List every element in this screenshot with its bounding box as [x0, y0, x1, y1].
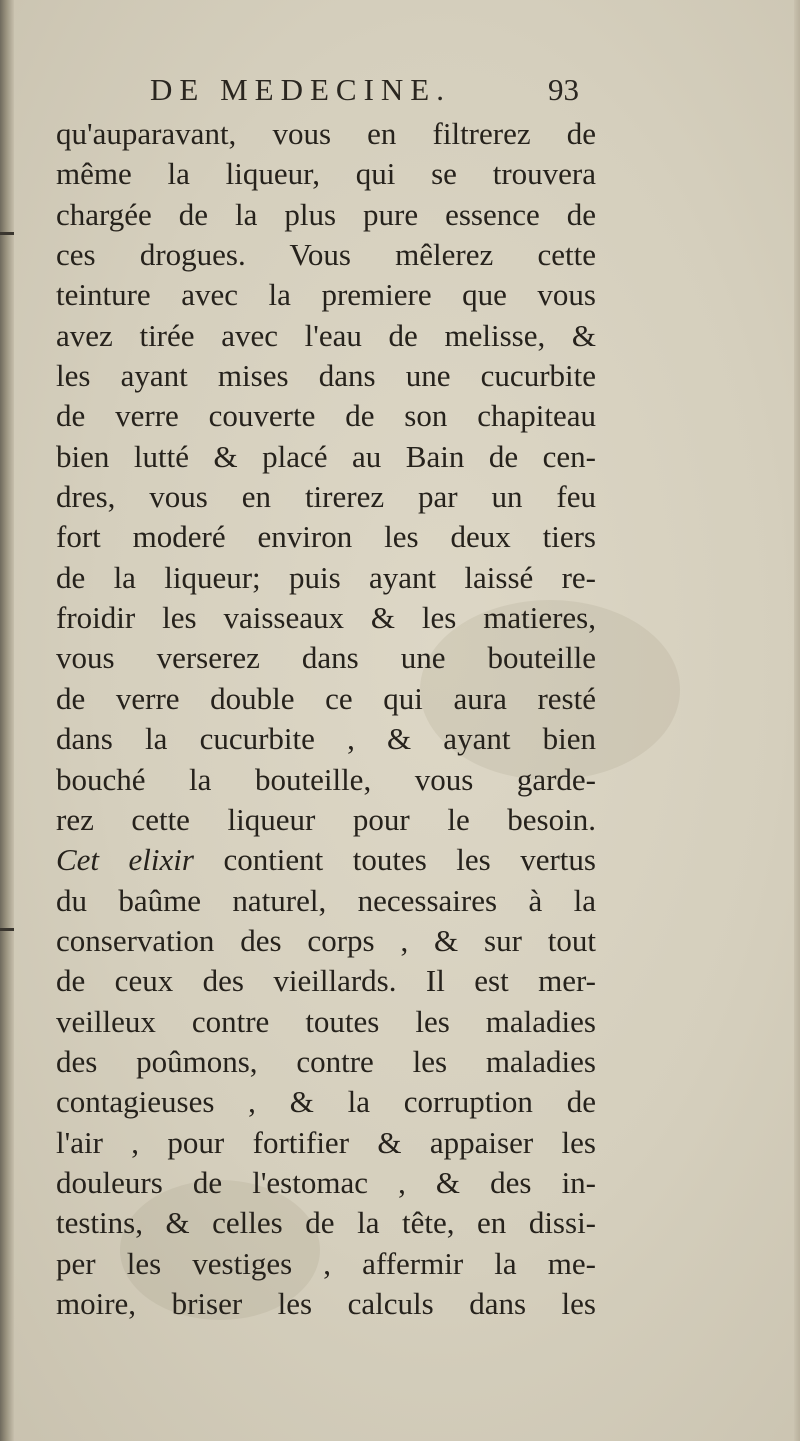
text-line: douleurs de l'estomac , & des in- — [56, 1164, 596, 1200]
text-line: bien lutté & placé au Bain de cen- — [56, 438, 596, 474]
text-line: bouché la bouteille, vous garde- — [56, 761, 596, 797]
page-edge — [794, 0, 800, 1441]
text-line: teinture avec la premiere que vous — [56, 277, 596, 313]
page-number: 93 — [548, 72, 579, 107]
text-line: per les vestiges , affermir la me- — [56, 1245, 596, 1281]
running-head: DE MEDECINE. — [150, 72, 451, 107]
text-line: froidir les vaisseaux & les matieres, — [56, 600, 596, 636]
text-line: qu'auparavant, vous en filtrerez de — [56, 116, 596, 151]
text-line: de ceux des vieillards. Il est mer- — [56, 963, 596, 999]
text-line-elixir — [56, 840, 596, 880]
page-header — [0, 72, 800, 112]
margin-mark — [0, 232, 14, 235]
margin-mark — [0, 928, 14, 931]
text-line: des poûmons, contre les maladies — [56, 1043, 596, 1079]
text-line: conservation des corps , & sur tout — [56, 922, 596, 958]
text-line: veilleux contre toutes les maladies — [56, 1003, 596, 1039]
text-line: dans la cucurbite , & ayant bien — [56, 721, 596, 757]
text-line: de verre double ce qui aura resté — [56, 680, 596, 716]
text-line: de verre couverte de son chapiteau — [56, 398, 596, 434]
text-line: contagieuses , & la corruption de — [56, 1084, 596, 1120]
text-line: dres, vous en tirerez par un feu — [56, 479, 596, 515]
text-line: chargée de la plus pure essence de — [56, 196, 596, 232]
text-line: avez tirée avec l'eau de melisse, & — [56, 317, 596, 353]
text-line: moire, briser les calculs dans les — [56, 1285, 596, 1321]
text-line: les ayant mises dans une cucurbite — [56, 358, 596, 394]
text-line: du baûme naturel, necessaires à la — [56, 882, 596, 918]
book-spine-shadow — [0, 0, 14, 1441]
text-line: fort moderé environ les deux tiers — [56, 519, 596, 555]
text-line: testins, & celles de la tête, en dissi- — [56, 1205, 596, 1241]
text-line: rez cette liqueur pour le besoin. — [56, 801, 596, 837]
text-line-rest: contient toutes les vertus — [223, 842, 596, 878]
text-line: de la liqueur; puis ayant laissé re- — [56, 559, 596, 595]
text-line: même la liqueur, qui se trouvera — [56, 156, 596, 192]
text-line: ces drogues. Vous mêlerez cette — [56, 237, 596, 273]
italic-lead: Cet elixir — [56, 842, 194, 878]
text-line: vous verserez dans une bouteille — [56, 640, 596, 676]
body-text — [56, 114, 596, 1324]
text-line: l'air , pour fortifier & appaiser les — [56, 1124, 596, 1160]
